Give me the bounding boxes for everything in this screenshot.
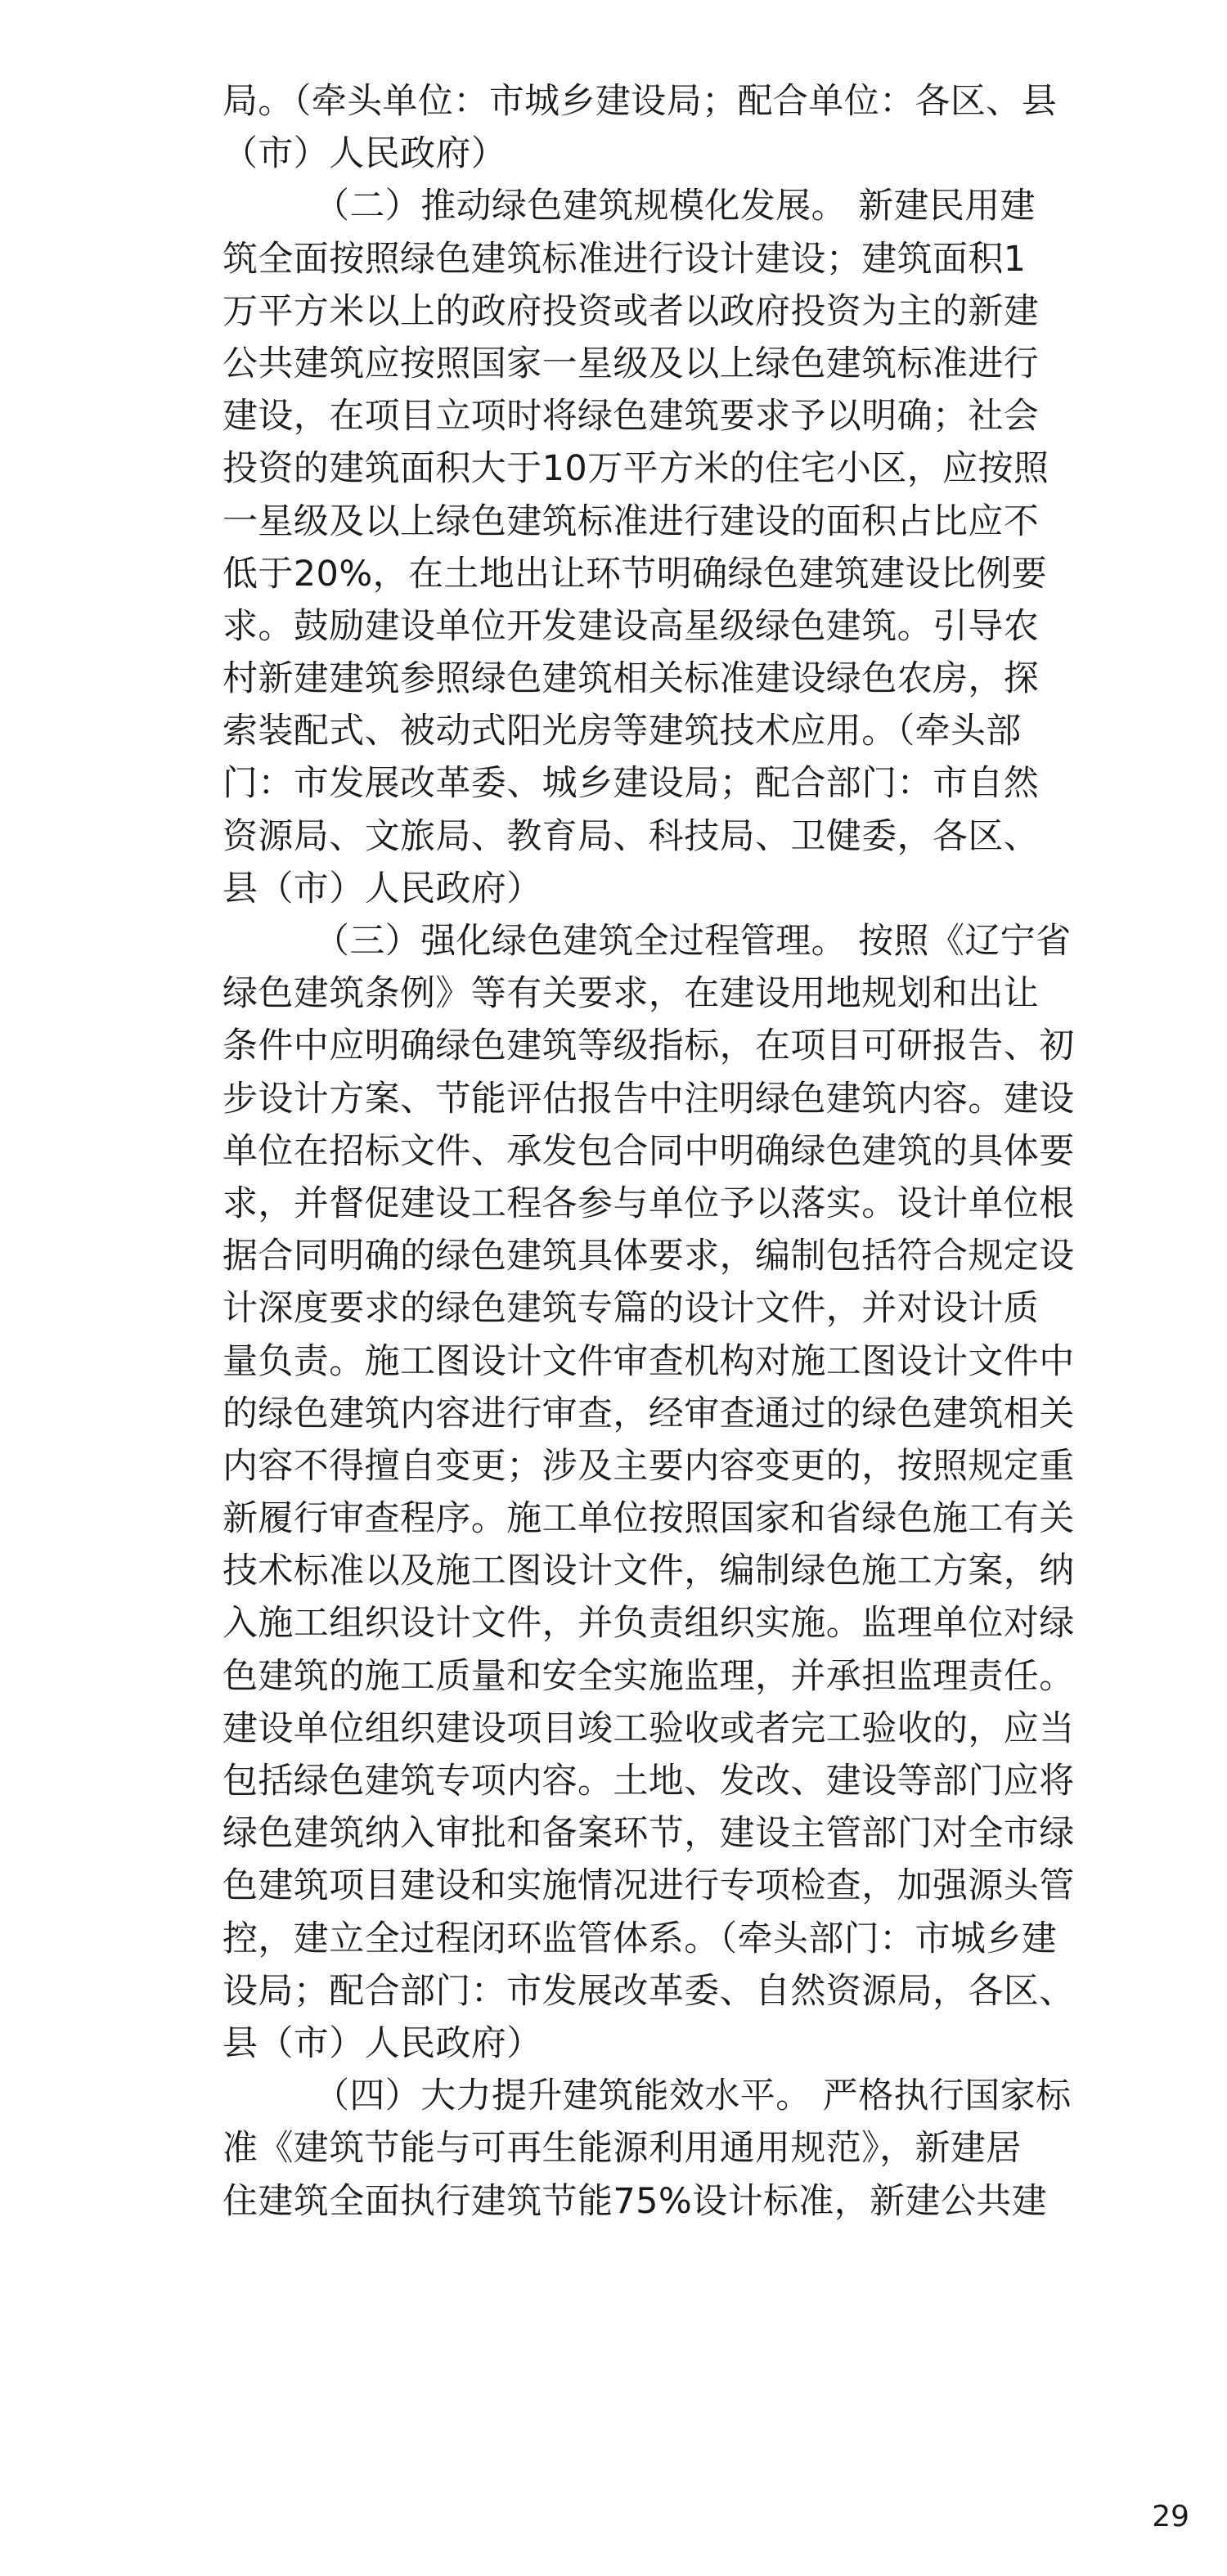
text-line: 单位在招标文件、承发包合同中明确绿色建筑的具体要	[222, 1130, 1075, 1172]
text-line: 包括绿色建筑专项内容。土地、发改、建设等部门应将	[222, 1761, 1075, 1802]
text-line: 新履行审查程序。施工单位按照国家和省绿色施工有关	[222, 1498, 1075, 1540]
text-line: 量负责。施工图设计文件审查机构对施工图设计文件中	[222, 1340, 1075, 1382]
text-line: 县（市）人民政府）	[222, 868, 542, 909]
text-line: 资源局、文旅局、教育局、科技局、卫健委，各区、	[222, 815, 1040, 857]
text-line: 求。鼓励建设单位开发建设高星级绿色建筑。引导农	[222, 605, 1040, 647]
text-line: 村新建建筑参照绿色建筑相关标准建设绿色农房，探	[222, 658, 1040, 700]
text-line: （市）人民政府）	[222, 133, 507, 175]
text-line: 筑全面按照绿色建筑标准进行设计建设；建筑面积1	[222, 238, 1027, 280]
text-line: 局。（牵头单位：市城乡建设局；配合单位：各区、县	[222, 81, 1058, 122]
text-line: 住建筑全面执行建筑节能75%设计标准，新建公共建	[222, 2180, 1048, 2222]
text-line: 低于20%，在土地出让环节明确绿色建筑建设比例要	[222, 553, 1048, 595]
text-line: 计深度要求的绿色建筑专篇的设计文件，并对设计质	[222, 1288, 1040, 1330]
text-line: 求，并督促建设工程各参与单位予以落实。设计单位根	[222, 1183, 1075, 1224]
text-line: 技术标准以及施工图设计文件，编制绿色施工方案，纳	[222, 1551, 1075, 1592]
text-line: 步设计方案、节能评估报告中注明绿色建筑内容。建设	[222, 1078, 1075, 1120]
text-line: 控，建立全过程闭环监管体系。（牵头部门：市城乡建	[222, 1918, 1058, 1959]
text-line: 投资的建筑面积大于10万平方米的住宅小区，应按照	[222, 448, 1049, 490]
text-line: 的绿色建筑内容进行审查，经审查通过的绿色建筑相关	[222, 1393, 1075, 1434]
text-line: 色建筑项目建设和实施情况进行专项检查，加强源头管	[222, 1865, 1075, 1907]
text-line: 条件中应明确绿色建筑等级指标，在项目可研报告、初	[222, 1025, 1075, 1067]
text-line: 绿色建筑纳入审批和备案环节，建设主管部门对全市绿	[222, 1813, 1075, 1855]
text-line: 县（市）人民政府）	[222, 2022, 542, 2064]
text-line: 色建筑的施工质量和安全实施监理，并承担监理责任。	[222, 1655, 1075, 1697]
text-line: 建设，在项目立项时将绿色建筑要求予以明确；社会	[222, 396, 1040, 438]
document-body	[222, 75, 1188, 2228]
text-line: 内容不得擅自变更；涉及主要内容变更的，按照规定重	[222, 1445, 1075, 1487]
text-line: 设局；配合部门：市发展改革委、自然资源局，各区、	[222, 1970, 1075, 2012]
page-number: 29	[1152, 2500, 1189, 2533]
section-heading-line: （三）强化绿色建筑全过程管理。 按照《辽宁省	[314, 921, 1072, 962]
text-line: 一星级及以上绿色建筑标准进行建设的面积占比应不	[222, 500, 1040, 542]
text-line: 建设单位组织建设项目竣工验收或者完工验收的，应当	[222, 1708, 1075, 1749]
text-line: 入施工组织设计文件，并负责组织实施。监理单位对绿	[222, 1603, 1075, 1645]
section-heading-line: （四）大力提升建筑能效水平。 严格执行国家标	[314, 2076, 1072, 2117]
text-line: 万平方米以上的政府投资或者以政府投资为主的新建	[222, 290, 1040, 332]
text-line: 公共建筑应按照国家一星级及以上绿色建筑标准进行	[222, 343, 1040, 384]
text-line: 门：市发展改革委、城乡建设局；配合部门：市自然	[222, 763, 1040, 805]
text-line: 准《建筑节能与可再生能源利用通用规范》，新建居	[222, 2128, 1022, 2170]
text-line: 索装配式、被动式阳光房等建筑技术应用。（牵头部	[222, 711, 1022, 752]
text-line: 据合同明确的绿色建筑具体要求，编制包括符合规定设	[222, 1236, 1075, 1277]
text-line: 绿色建筑条例》等有关要求，在建设用地规划和出让	[222, 973, 1040, 1015]
section-heading-line: （二）推动绿色建筑规模化发展。 新建民用建	[314, 186, 1036, 227]
